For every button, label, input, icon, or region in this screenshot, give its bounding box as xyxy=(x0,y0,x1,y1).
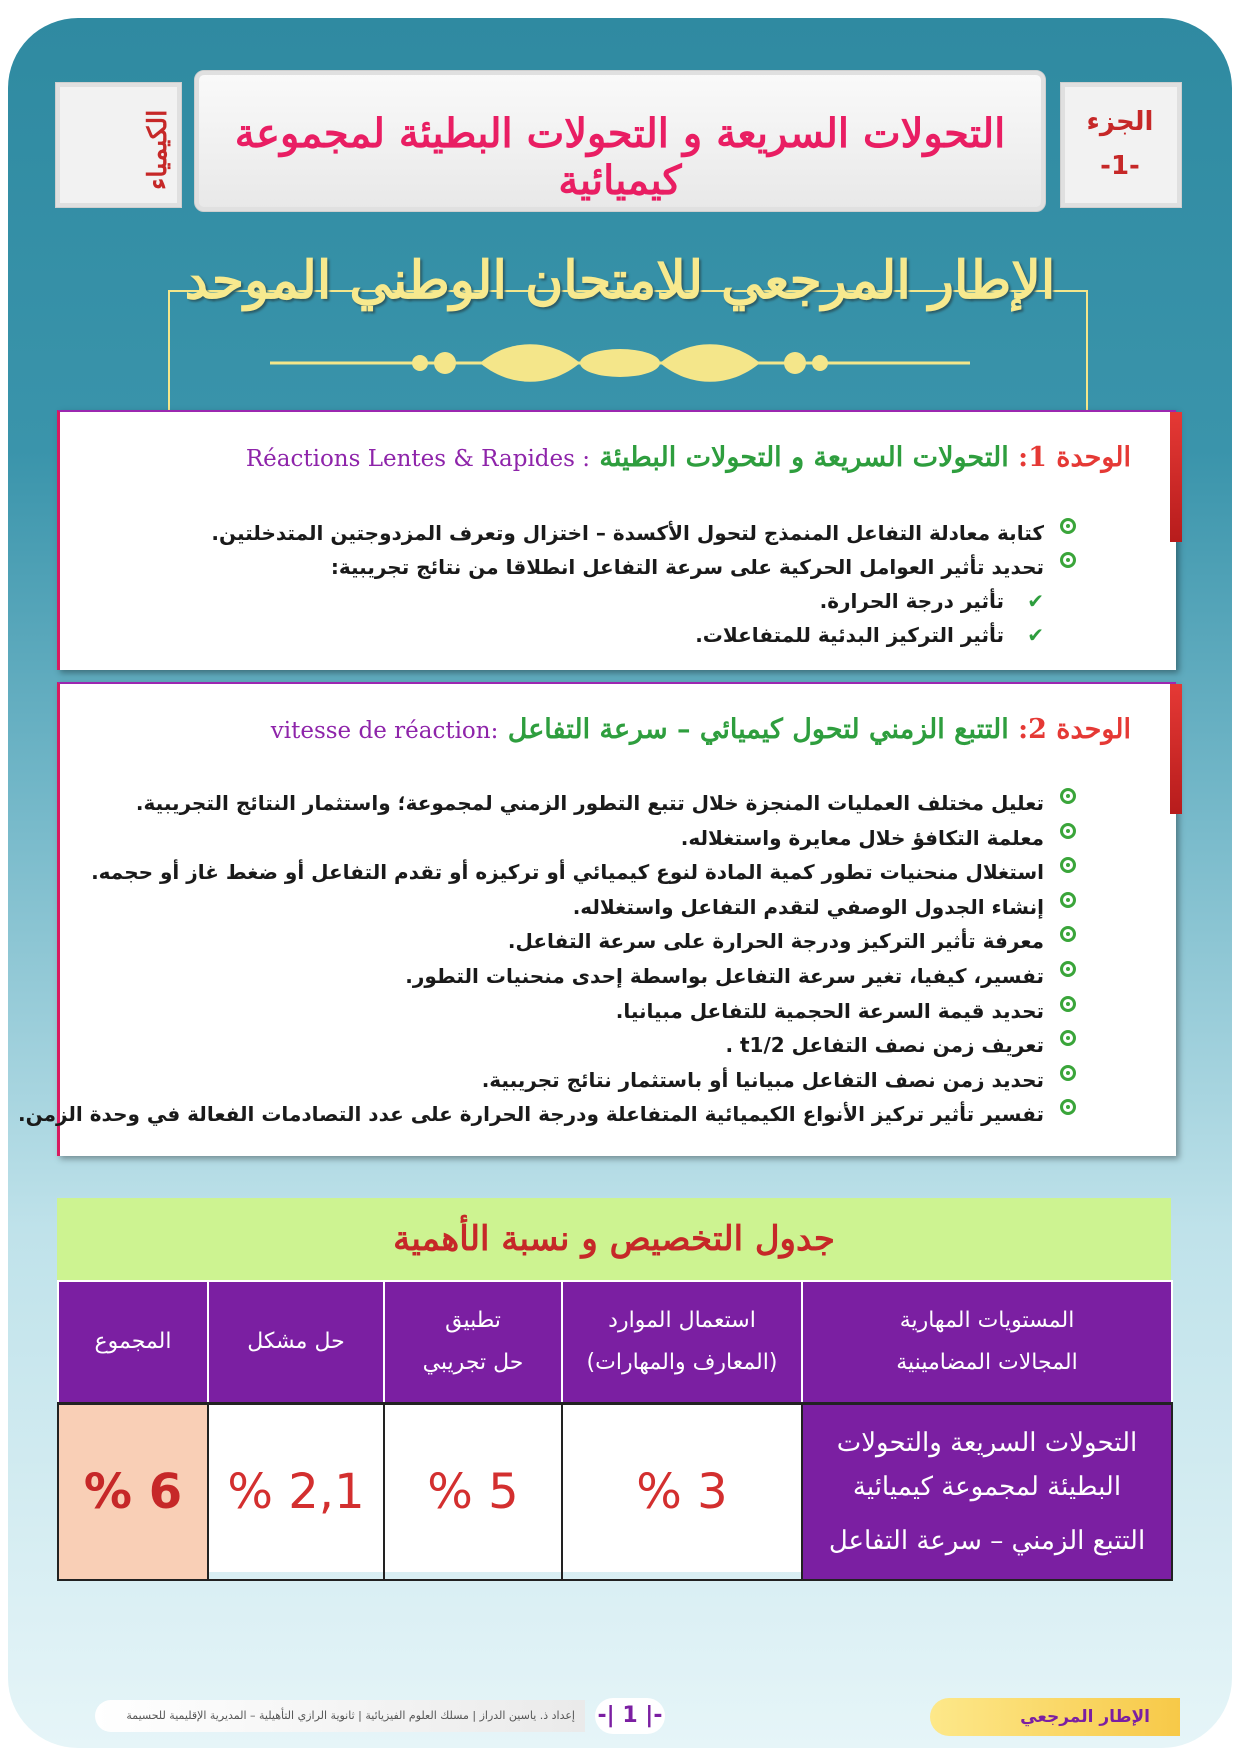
bullet-icon xyxy=(1060,892,1076,908)
part-number: -1- xyxy=(1100,151,1140,181)
list-subitem: ✔ تأثير درجة الحرارة. xyxy=(211,584,1076,618)
list-item: تفسير، كيفيا، تغير سرعة التفاعل بواسطة إحدى منحنيات التطور. xyxy=(18,959,1076,994)
header-total: المجموع xyxy=(58,1281,208,1404)
cell-apply: 5 % xyxy=(384,1404,562,1581)
unit2-label: الوحدة 2: xyxy=(1018,714,1131,745)
table-header-row xyxy=(58,1281,1172,1404)
part-label: الجزء xyxy=(1086,107,1154,137)
part-indicator xyxy=(1066,100,1174,188)
subject-label: الكيمياء xyxy=(143,109,173,191)
allocation-title: جدول التخصيص و نسبة الأهمية xyxy=(57,1198,1171,1280)
list-item: تحديد قيمة السرعة الحجمية للتفاعل مبيانيا. xyxy=(18,994,1076,1029)
allocation-table xyxy=(57,1280,1173,1581)
bullet-icon xyxy=(1060,996,1076,1012)
cell-total: 6 % xyxy=(58,1404,208,1581)
cell-resources: 3 % xyxy=(562,1404,802,1581)
bullet-icon xyxy=(1060,1065,1076,1081)
bullet-icon xyxy=(1060,857,1076,873)
list-item: معرفة تأثير التركيز ودرجة الحرارة على سرعة التفاعل. xyxy=(18,924,1076,959)
bullet-icon xyxy=(1060,1030,1076,1046)
unit1-title: التحولات السريعة و التحولات البطيئة xyxy=(599,442,1009,473)
header-apply: تطبيق حل تجريبي xyxy=(384,1281,562,1404)
unit2-heading xyxy=(271,714,1131,745)
list-item: كتابة معادلة التفاعل المنمذج لتحول الأكسدة – اختزال وتعرف المزدوجتين المتدخلتين. xyxy=(211,516,1076,550)
card-accent xyxy=(1170,412,1182,542)
footer-section: الإطار المرجعي xyxy=(930,1698,1180,1736)
bullet-icon xyxy=(1060,961,1076,977)
page-number: -| 1 |- xyxy=(595,1698,665,1734)
cell-problem: 2,1 % xyxy=(208,1404,384,1581)
list-item: تفسير تأثير تركيز الأنواع الكيميائية المتفاعلة ودرجة الحرارة على عدد التصادمات الفعالة في وحدة الزمن. xyxy=(18,1097,1076,1132)
footer-credits: إعداد ذ. ياسين الدراز | مسلك العلوم الفيزيائية | ثانوية الرازي التأهيلية – المديرية الإقليمية للحسيمة xyxy=(95,1700,585,1732)
bullet-icon xyxy=(1060,823,1076,839)
unit1-heading xyxy=(246,442,1131,473)
list-item: تعريف زمن نصف التفاعل t1/2 . xyxy=(18,1028,1076,1063)
list-item: معلمة التكافؤ خلال معايرة واستغلاله. xyxy=(18,821,1076,856)
list-subitem: ✔ تأثير التركيز البدئية للمتفاعلات. xyxy=(211,618,1076,652)
unit2-french: vitesse de réaction: xyxy=(270,718,499,744)
unit1-list xyxy=(211,516,1076,652)
card-accent xyxy=(1170,684,1182,814)
bullet-icon xyxy=(1060,552,1076,568)
list-item: تحديد زمن نصف التفاعل مبيانيا أو باستثمار نتائج تجريبية. xyxy=(18,1063,1076,1098)
bullet-icon xyxy=(1060,518,1076,534)
chapter-title: التحولات السريعة و التحولات البطيئة لمجموعة كيميائية xyxy=(234,110,1006,204)
unit2-list xyxy=(18,786,1076,1132)
unit2-card xyxy=(17,682,1176,1156)
page-title: الإطار المرجعي للامتحان الوطني الموحد xyxy=(184,250,1056,311)
unit1-card xyxy=(57,410,1176,670)
table-row xyxy=(58,1404,1172,1581)
unit2-title: التتبع الزمني لتحول كيميائي – سرعة التفاعل xyxy=(507,714,1009,745)
list-item: تحديد تأثير العوامل الحركية على سرعة التفاعل انطلاقا من نتائج تجريبية: xyxy=(211,550,1076,584)
list-item: استغلال منحنيات تطور كمية المادة لنوع كيميائي أو تركيزه أو تقدم التفاعل أو ضغط غاز أو حجمه. xyxy=(18,855,1076,890)
header-resources: استعمال الموارد (المعارف والمهارات) xyxy=(562,1281,802,1404)
bullet-icon xyxy=(1060,926,1076,942)
unit1-french: Réactions Lentes & Rapides : xyxy=(245,446,591,472)
bullet-icon xyxy=(1060,1099,1076,1115)
list-item: إنشاء الجدول الوصفي لتقدم التفاعل واستغلاله. xyxy=(18,890,1076,925)
unit1-label: الوحدة 1: xyxy=(1018,442,1131,473)
check-icon: ✔ xyxy=(1027,589,1044,613)
row-domain: التحولات السريعة والتحولات البطيئة لمجموعة كيميائية التتبع الزمني – سرعة التفاعل xyxy=(802,1404,1172,1581)
header-problem: حل مشكل xyxy=(208,1281,384,1404)
check-icon: ✔ xyxy=(1027,623,1044,647)
header-levels: المستويات المهارية المجالات المضامينية xyxy=(802,1281,1172,1404)
bullet-icon xyxy=(1060,788,1076,804)
ornament-divider xyxy=(270,338,970,388)
list-item: تعليل مختلف العمليات المنجزة خلال تتبع التطور الزمني لمجموعة؛ واستثمار النتائج التجريبية. xyxy=(18,786,1076,821)
